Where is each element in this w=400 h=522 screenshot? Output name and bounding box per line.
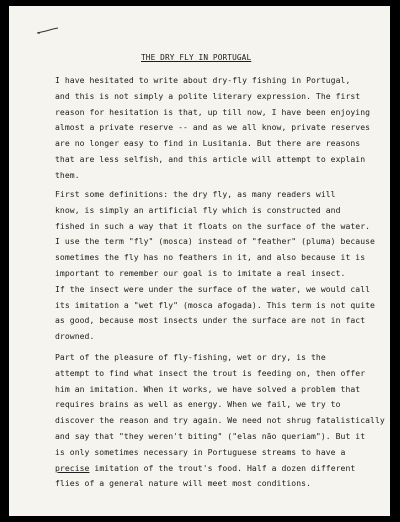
text-line: First some definitions: the dry fly, as many readers will xyxy=(55,189,336,199)
text-line: important to remember our goal is to imitate a real insect. xyxy=(55,267,346,278)
page-title: THE DRY FLY IN PORTUGAL xyxy=(141,53,252,62)
text-line: almost a private reserve -- and as we all know, private reserves xyxy=(55,122,371,133)
paragraph-1 xyxy=(55,73,370,184)
text-line: discover the reason and try again. We need not shrug fatalistically xyxy=(55,415,385,426)
text-line: its imitation a "wet fly" (mosca afogada). This term is not quite xyxy=(55,299,375,310)
pen-mark xyxy=(36,27,60,35)
text-line: I have hesitated to write about dry-fly fishing in Portugal, xyxy=(55,75,351,85)
text-line: Part of the pleasure of fly-fishing, wet or dry, is the xyxy=(55,352,326,362)
text-line: reason for hesitation is that, up till now, I have been enjoying xyxy=(55,106,371,117)
text-line: fished in such a way that it floats on the surface of the water. xyxy=(55,220,371,231)
text-line: I use the term "fly" (mosca) instead of "feather" (pluma) because xyxy=(55,236,375,247)
text-line: know, is simply an artificial fly which is constructed and xyxy=(55,204,341,215)
text-line: precise imitation of the trout's food. Half a dozen different xyxy=(55,462,356,473)
text-line: that are less selfish, and this article will attempt to explain xyxy=(55,153,366,164)
text-line: and say that "they weren't biting" ("elas não queriam"). But it xyxy=(55,430,366,441)
text-line: and this is not simply a polite literary expression. The first xyxy=(55,90,361,101)
text-line: sometimes the fly has no feathers in it, and also because it is xyxy=(55,252,366,263)
document-page xyxy=(9,6,390,516)
text-line: If the insect were under the surface of the water, we would call xyxy=(55,283,371,294)
text-line: him an imitation. When it works, we have solved a problem that xyxy=(55,383,361,394)
text-line: them. xyxy=(55,169,80,180)
text-line: attempt to find what insect the trout is feeding on, then offer xyxy=(55,367,366,378)
underlined-word: precise xyxy=(55,462,90,473)
text-line: drowned. xyxy=(55,331,95,342)
paragraph-2 xyxy=(55,187,375,345)
text-line: are no longer easy to find in Lusitania. But there are reasons xyxy=(55,138,361,149)
text-line: flies of a general nature will meet most conditions. xyxy=(55,478,311,489)
text-line: requires brains as well as energy. When we fail, we try to xyxy=(55,399,341,410)
text-line: is only sometimes necessary in Portuguese streams to have a xyxy=(55,446,346,457)
text-line: as good, because most insects under the surface are not in fact xyxy=(55,315,366,326)
paragraph-3 xyxy=(55,350,385,492)
